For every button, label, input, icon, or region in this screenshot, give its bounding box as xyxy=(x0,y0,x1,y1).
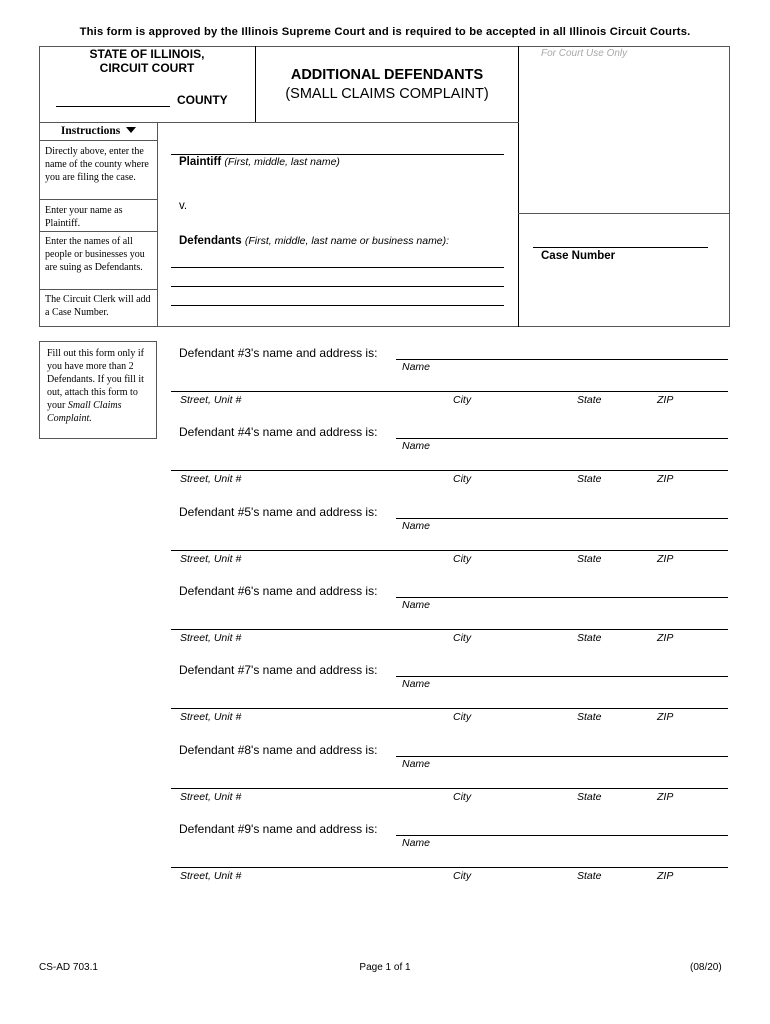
defendant-6-label: Defendant #6's name and address is: xyxy=(179,583,378,598)
name-caption: Name xyxy=(402,598,431,611)
defendant-field-2[interactable] xyxy=(171,286,504,287)
instruction-case-number: The Circuit Clerk will add a Case Number. xyxy=(45,294,151,318)
defendant-8-address-field[interactable] xyxy=(171,788,728,789)
instruction-county: Directly above, enter the name of the county where you are filing the case. xyxy=(45,146,149,183)
street-caption: Street, Unit # xyxy=(180,711,242,724)
zip-caption: ZIP xyxy=(657,552,674,565)
zip-caption: ZIP xyxy=(657,473,674,486)
name-caption: Name xyxy=(402,678,431,691)
header-divider xyxy=(255,46,256,123)
name-caption: Name xyxy=(402,440,431,453)
form-subtitle: (SMALL CLAIMS COMPLAINT) xyxy=(285,86,489,102)
case-number-field[interactable] xyxy=(533,247,708,248)
name-caption: Name xyxy=(402,361,431,373)
defendant-6-name-field[interactable] xyxy=(396,597,728,598)
defendant-7-address-field[interactable] xyxy=(171,708,728,709)
zip-caption: ZIP xyxy=(657,869,674,882)
instructions-heading: Instructions xyxy=(40,124,157,140)
state-caption: State xyxy=(577,394,602,406)
street-caption: Street, Unit # xyxy=(180,473,242,486)
city-caption: City xyxy=(453,552,472,565)
street-caption: Street, Unit # xyxy=(180,394,242,406)
defendant-3-label: Defendant #3's name and address is: xyxy=(179,346,378,360)
defendant-field-1[interactable] xyxy=(171,267,504,268)
state-caption: State xyxy=(577,631,602,644)
plaintiff-label: Plaintiff (First, middle, last name) xyxy=(179,156,340,168)
street-caption: Street, Unit # xyxy=(180,869,242,882)
name-caption: Name xyxy=(402,757,431,770)
state-caption: State xyxy=(577,790,602,803)
instruction-plaintiff: Enter your name as Plaintiff. xyxy=(45,205,123,229)
defendant-8-name-field[interactable] xyxy=(396,756,728,757)
defendant-7-label: Defendant #7's name and address is: xyxy=(179,663,378,678)
defendant-5-name-field[interactable] xyxy=(396,518,728,519)
plaintiff-field[interactable] xyxy=(171,154,504,155)
state-caption: State xyxy=(577,473,602,486)
zip-caption: ZIP xyxy=(657,711,674,724)
versus-label: v. xyxy=(179,200,188,212)
county-label: COUNTY xyxy=(177,93,228,107)
defendant-9-address-field[interactable] xyxy=(171,867,728,868)
street-caption: Street, Unit # xyxy=(180,631,242,644)
defendant-8-label: Defendant #8's name and address is: xyxy=(179,742,378,757)
defendant-3-address-field[interactable] xyxy=(171,391,728,392)
street-caption: Street, Unit # xyxy=(180,552,242,565)
defendant-4-address-field[interactable] xyxy=(171,470,728,471)
form-title: ADDITIONAL DEFENDANTS xyxy=(290,67,484,83)
county-field[interactable] xyxy=(56,106,170,107)
page-number: Page 1 of 1 xyxy=(359,962,411,973)
city-caption: City xyxy=(453,473,472,486)
name-caption: Name xyxy=(402,836,431,849)
instructions-divider xyxy=(157,122,158,327)
form-code: CS-AD 703.1 xyxy=(39,962,98,973)
state-caption: State xyxy=(577,869,602,882)
zip-caption: ZIP xyxy=(657,631,674,644)
defendant-3-name-field[interactable] xyxy=(396,359,728,360)
defendant-9-name-field[interactable] xyxy=(396,835,728,836)
case-number-label: Case Number xyxy=(541,250,616,262)
state-court-heading: STATE OF ILLINOIS, CIRCUIT COURT xyxy=(89,47,205,75)
instruction-defendants: Enter the names of all people or businesses you are suing as Defendants. xyxy=(45,236,145,273)
court-use-divider xyxy=(518,46,519,327)
state-caption: State xyxy=(577,552,602,565)
city-caption: City xyxy=(453,711,472,724)
header-bottom-rule xyxy=(39,122,519,123)
triangle-down-icon xyxy=(126,127,136,133)
city-caption: City xyxy=(453,631,472,644)
form-version: (08/20) xyxy=(690,962,722,973)
street-caption: Street, Unit # xyxy=(180,790,242,803)
case-number-rule xyxy=(518,213,730,214)
city-caption: City xyxy=(453,394,472,406)
defendant-5-address-field[interactable] xyxy=(171,550,728,551)
state-caption: State xyxy=(577,711,602,724)
defendant-field-3[interactable] xyxy=(171,305,504,306)
city-caption: City xyxy=(453,790,472,803)
defendant-6-address-field[interactable] xyxy=(171,629,728,630)
court-use-only-label: For Court Use Only xyxy=(541,48,628,59)
approval-notice: This form is approved by the Illinois Supreme Court and is required to be accepted in all Illinois Circuit Courts. xyxy=(79,26,691,38)
defendant-9-label: Defendant #9's name and address is: xyxy=(179,821,378,836)
defendants-label: Defendants (First, middle, last name or business name): xyxy=(179,235,450,247)
defendant-4-label: Defendant #4's name and address is: xyxy=(179,425,378,440)
name-caption: Name xyxy=(402,519,431,532)
zip-caption: ZIP xyxy=(657,394,674,406)
defendant-4-name-field[interactable] xyxy=(396,438,728,439)
defendant-7-name-field[interactable] xyxy=(396,676,728,677)
city-caption: City xyxy=(453,869,472,882)
defendant-5-label: Defendant #5's name and address is: xyxy=(179,504,378,519)
side-note: Fill out this form only if you have more than 2 Defendants. If you fill it out, attach this form to your Small Claims Complaint. xyxy=(39,341,157,439)
zip-caption: ZIP xyxy=(657,790,674,803)
